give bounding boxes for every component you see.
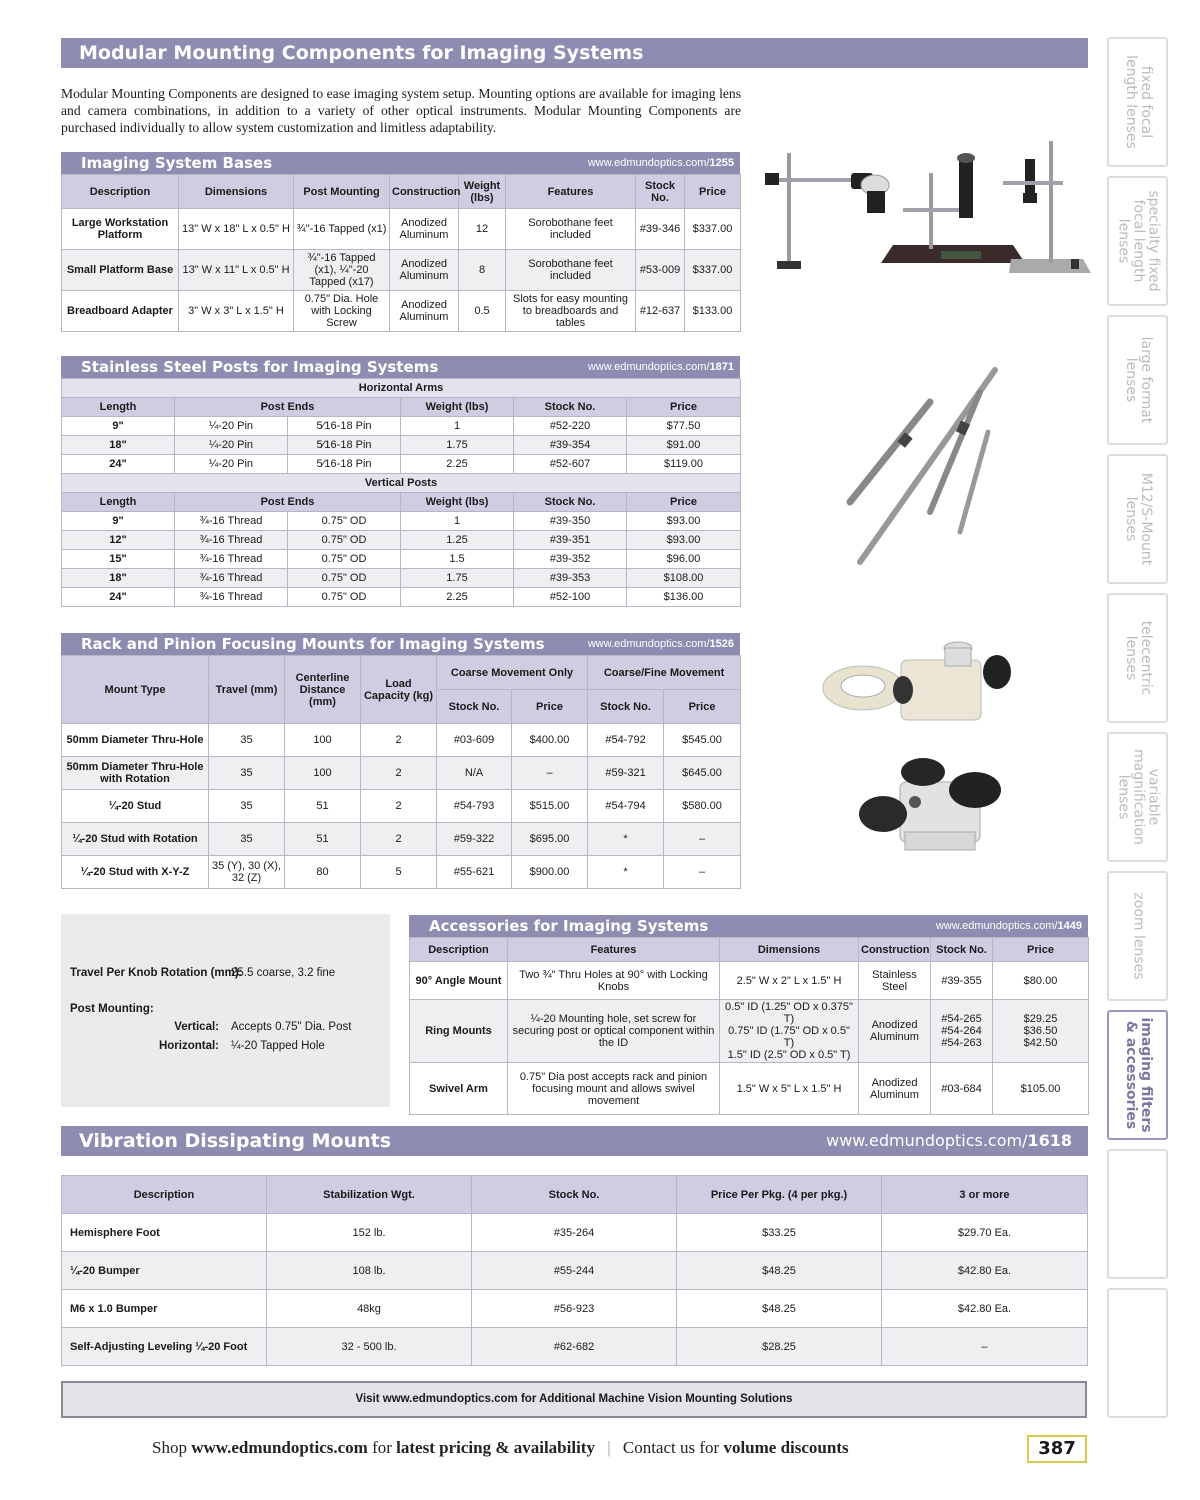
table-cell: ¼-20 Stud with Rotation	[62, 823, 209, 856]
column-header: Dimensions	[179, 175, 294, 209]
sidebar-tab[interactable]	[1107, 1288, 1168, 1418]
rack-specs-box	[61, 914, 390, 1107]
rack-header	[61, 633, 740, 655]
column-header: Stock No.	[931, 938, 993, 962]
table-cell: $42.80 Ea.	[882, 1290, 1088, 1328]
rack-url[interactable]: www.edmundoptics.com/1526	[587, 638, 734, 650]
table-cell: #59-322	[437, 823, 512, 856]
table-cell: 15"	[62, 550, 175, 569]
column-header: Stabilization Wgt.	[267, 1176, 472, 1214]
table-cell: $93.00	[627, 531, 741, 550]
rack-table	[61, 655, 741, 889]
sidebar-tab-label: M12/S-Mount lenses	[1122, 472, 1154, 566]
table-cell: #12-637	[636, 291, 685, 332]
table-cell: Ring Mounts	[410, 1000, 508, 1063]
table-cell: $337.00	[685, 250, 741, 291]
column-header: Construction	[859, 938, 931, 962]
footer-text: Shop www.edmundoptics.com for latest pricing & availability | Contact us for volume discounts	[152, 1438, 849, 1457]
table-row	[62, 588, 741, 607]
rack-pinion-mount-photo	[815, 630, 1025, 730]
column-header: Price	[512, 690, 588, 724]
sidebar-tab-label: large format lenses	[1122, 336, 1154, 424]
column-header: Construction	[390, 175, 459, 209]
column-header: Load Capacity (kg)	[361, 656, 437, 724]
table-cell: –	[664, 856, 741, 889]
table-cell: #52-100	[514, 588, 627, 607]
section-header: Vertical Posts	[62, 474, 741, 493]
table-row	[62, 436, 741, 455]
table-cell: $337.00	[685, 209, 741, 250]
table-cell: –	[512, 757, 588, 790]
table-cell: #59-321	[588, 757, 664, 790]
column-header: Length	[62, 493, 175, 512]
table-cell: $900.00	[512, 856, 588, 889]
table-cell: 51	[285, 823, 361, 856]
table-cell: 5	[361, 856, 437, 889]
table-cell: 2	[361, 790, 437, 823]
vibration-banner	[61, 1126, 1088, 1156]
table-row	[62, 1214, 1088, 1252]
table-cell: 2.25	[401, 588, 514, 607]
table-cell: ¼-20 Pin	[175, 417, 288, 436]
table-cell: 2	[361, 757, 437, 790]
sidebar-tab[interactable]	[1107, 176, 1168, 306]
page-title: Modular Mounting Components for Imaging Systems	[79, 42, 644, 64]
table-cell: ¼-20 Bumper	[62, 1252, 267, 1290]
table-row	[62, 1328, 1088, 1366]
table-cell: 108 lb.	[267, 1252, 472, 1290]
table-row	[62, 724, 741, 757]
table-cell: #39-353	[514, 569, 627, 588]
table-cell: 51	[285, 790, 361, 823]
table-cell: 35	[209, 823, 285, 856]
table-cell: 1.75	[401, 436, 514, 455]
column-header: Length	[62, 398, 175, 417]
sidebar-tab-label: variable magnification lenses	[1115, 749, 1161, 845]
page-number: 387	[1027, 1435, 1087, 1463]
table-row	[62, 856, 741, 889]
table-cell: $136.00	[627, 588, 741, 607]
table-cell: $93.00	[627, 512, 741, 531]
table-cell: $545.00	[664, 724, 741, 757]
table-row	[410, 1000, 1089, 1063]
page-title-banner	[61, 38, 1088, 68]
vibration-title: Vibration Dissipating Mounts	[79, 1130, 392, 1152]
posts-title: Stainless Steel Posts for Imaging Systems	[81, 358, 439, 376]
table-cell: 5⁄16-18 Pin	[288, 417, 401, 436]
table-cell: $645.00	[664, 757, 741, 790]
table-cell: 13" W x 18" L x 0.5" H	[179, 209, 294, 250]
section-header: Horizontal Arms	[62, 379, 741, 398]
vertical-label: Vertical:	[174, 1021, 219, 1033]
table-cell: 2	[361, 724, 437, 757]
table-row	[62, 417, 741, 436]
table-cell: #03-609	[437, 724, 512, 757]
column-header: Centerline Distance (mm)	[285, 656, 361, 724]
column-header: Price	[685, 175, 741, 209]
column-header: Post Ends	[175, 493, 401, 512]
table-row	[62, 1252, 1088, 1290]
table-cell: 100	[285, 757, 361, 790]
table-cell: Two ¾" Thru Holes at 90° with Locking Knobs	[508, 962, 720, 1000]
table-cell: Self-Adjusting Leveling ¼-20 Foot	[62, 1328, 267, 1366]
table-cell: $96.00	[627, 550, 741, 569]
table-cell: 50mm Diameter Thru-Hole	[62, 724, 209, 757]
table-cell: ¼-20 Pin	[175, 455, 288, 474]
table-cell: ¼-20 Stud with X-Y-Z	[62, 856, 209, 889]
table-cell: #39-346	[636, 209, 685, 250]
table-cell: Hemisphere Foot	[62, 1214, 267, 1252]
table-cell: $400.00	[512, 724, 588, 757]
table-cell: 0.75" OD	[288, 512, 401, 531]
table-cell: ¾-16 Thread	[175, 569, 288, 588]
table-cell: 9"	[62, 417, 175, 436]
column-header: Features	[508, 938, 720, 962]
table-cell: $580.00	[664, 790, 741, 823]
table-cell: ¾-16 Thread	[175, 588, 288, 607]
table-cell: Anodized Aluminum	[390, 291, 459, 332]
table-cell: $29.70 Ea.	[882, 1214, 1088, 1252]
table-cell: $28.25	[677, 1328, 882, 1366]
table-cell: 32 - 500 lb.	[267, 1328, 472, 1366]
table-cell: M6 x 1.0 Bumper	[62, 1290, 267, 1328]
column-header: Post Mounting	[294, 175, 390, 209]
sidebar-tab[interactable]	[1107, 1010, 1168, 1140]
table-cell: Small Platform Base	[62, 250, 179, 291]
table-cell: 9"	[62, 512, 175, 531]
table-cell: 18"	[62, 436, 175, 455]
footer-site-link[interactable]: www.edmundoptics.com	[191, 1438, 368, 1457]
table-cell: 1.5" W x 5" L x 1.5" H	[720, 1063, 859, 1115]
vibration-table	[61, 1175, 1088, 1366]
sidebar-tab-label: zoom lenses	[1130, 892, 1146, 980]
table-cell: $105.00	[993, 1063, 1089, 1115]
table-cell: 0.75" OD	[288, 569, 401, 588]
sidebar-tab[interactable]	[1107, 1149, 1168, 1279]
table-row	[62, 1290, 1088, 1328]
table-cell: ¾"-16 Tapped (x1)	[294, 209, 390, 250]
column-header: Stock No.	[636, 175, 685, 209]
post-mounting-label: Post Mounting:	[70, 1003, 154, 1015]
column-header: Weight (lbs)	[401, 398, 514, 417]
table-row	[62, 209, 741, 250]
table-cell: *	[588, 856, 664, 889]
table-cell: 18"	[62, 569, 175, 588]
sidebar-tab-label: imaging filters & accessories	[1122, 1017, 1154, 1133]
rack-title: Rack and Pinion Focusing Mounts for Imaging Systems	[81, 635, 545, 653]
table-cell: #54-794	[588, 790, 664, 823]
steel-posts-photo	[840, 362, 1010, 572]
sidebar-tab-label: specialty fixed focal length lenses	[1115, 190, 1161, 292]
table-cell: Anodized Aluminum	[390, 250, 459, 291]
column-header: Price	[627, 493, 741, 512]
posts-header	[61, 356, 740, 378]
table-cell: 35	[209, 724, 285, 757]
table-cell: 35	[209, 757, 285, 790]
table-row	[62, 757, 741, 790]
table-cell: #56-923	[472, 1290, 677, 1328]
table-row	[410, 1063, 1089, 1115]
sidebar-tab[interactable]	[1107, 871, 1168, 1001]
table-cell: #39-351	[514, 531, 627, 550]
table-cell: Anodized Aluminum	[859, 1063, 931, 1115]
table-cell: #62-682	[472, 1328, 677, 1366]
posts-url[interactable]: www.edmundoptics.com/1871	[587, 361, 734, 373]
table-row	[62, 379, 741, 398]
sidebar-tab[interactable]	[1107, 593, 1168, 723]
table-cell: 152 lb.	[267, 1214, 472, 1252]
column-header: Description	[410, 938, 508, 962]
column-header: Stock No.	[588, 690, 664, 724]
posts-table	[61, 378, 741, 607]
table-cell: ¾"-16 Tapped (x1), ¼"-20 Tapped (x17)	[294, 250, 390, 291]
table-cell: $48.25	[677, 1290, 882, 1328]
table-cell: Breadboard Adapter	[62, 291, 179, 332]
accessories-table	[409, 937, 1089, 1115]
table-cell: $77.50	[627, 417, 741, 436]
table-cell: Anodized Aluminum	[859, 1000, 931, 1063]
table-cell: $42.80 Ea.	[882, 1252, 1088, 1290]
column-header: Price	[664, 690, 741, 724]
travel-label: Travel Per Knob Rotation (mm):	[70, 967, 243, 979]
table-row	[62, 656, 741, 690]
table-cell: 12	[459, 209, 506, 250]
vertical-value: Accepts 0.75" Dia. Post	[231, 1021, 352, 1033]
column-header: Stock No.	[514, 493, 627, 512]
table-cell: Stainless Steel	[859, 962, 931, 1000]
table-cell: 0.75" Dia. Hole with Locking Screw	[294, 291, 390, 332]
table-cell: 0.75" OD	[288, 588, 401, 607]
table-cell: ¾-16 Thread	[175, 531, 288, 550]
table-cell: 13" W x 11" L x 0.5" H	[179, 250, 294, 291]
sidebar-tab[interactable]	[1107, 315, 1168, 445]
column-header: Stock No.	[514, 398, 627, 417]
table-cell: 5⁄16-18 Pin	[288, 455, 401, 474]
column-header: Mount Type	[62, 656, 209, 724]
sidebar-tab-label: fixed focal length lenses	[1122, 55, 1154, 149]
table-row	[62, 398, 741, 417]
table-cell: 3" W x 3" L x 1.5" H	[179, 291, 294, 332]
column-header: Weight (lbs)	[401, 493, 514, 512]
column-header: 3 or more	[882, 1176, 1088, 1214]
table-cell: 1.25	[401, 531, 514, 550]
table-cell: 35 (Y), 30 (X), 32 (Z)	[209, 856, 285, 889]
accessories-url[interactable]: www.edmundoptics.com/1449	[935, 920, 1082, 932]
travel-value: 25.5 coarse, 3.2 fine	[231, 967, 336, 979]
table-cell: #52-220	[514, 417, 627, 436]
table-cell: #52-607	[514, 455, 627, 474]
horizontal-value: ¼-20 Tapped Hole	[231, 1040, 325, 1052]
table-cell: 1	[401, 417, 514, 436]
intro-paragraph: Modular Mounting Components are designed to ease imaging system setup. Mounting options are available for imaging lens and camera combinations, in addition to a variety of other optical instruments. Modular Mounting Components are purchased individually to allow system customization and limitless adaptability.	[61, 86, 741, 135]
bases-title: Imaging System Bases	[81, 154, 273, 172]
accessories-header	[409, 915, 1088, 937]
column-header: Coarse Movement Only	[437, 656, 588, 690]
table-cell: Swivel Arm	[410, 1063, 508, 1115]
table-cell: $48.25	[677, 1252, 882, 1290]
table-cell: 24"	[62, 455, 175, 474]
table-cell: 12"	[62, 531, 175, 550]
vibration-url[interactable]: www.edmundoptics.com/1618	[826, 1131, 1072, 1150]
column-header: Features	[506, 175, 636, 209]
sidebar-tab-label: telecentric lenses	[1122, 620, 1154, 696]
table-cell: $91.00	[627, 436, 741, 455]
column-header: Price Per Pkg. (4 per pkg.)	[677, 1176, 882, 1214]
table-cell: 24"	[62, 588, 175, 607]
sidebar-tab[interactable]	[1107, 454, 1168, 584]
table-row	[62, 250, 741, 291]
table-cell: 1	[401, 512, 514, 531]
table-cell: #39-352	[514, 550, 627, 569]
table-cell: 1.5	[401, 550, 514, 569]
column-header: Travel (mm)	[209, 656, 285, 724]
table-cell: $29.25 $36.50 $42.50	[993, 1000, 1089, 1063]
horizontal-label: Horizontal:	[158, 1040, 219, 1052]
table-cell: $515.00	[512, 790, 588, 823]
table-cell: 0.75" OD	[288, 531, 401, 550]
sidebar-tab[interactable]	[1107, 732, 1168, 862]
table-row	[62, 512, 741, 531]
table-row	[410, 962, 1089, 1000]
column-header: Description	[62, 1176, 267, 1214]
table-cell: $133.00	[685, 291, 741, 332]
table-cell: #54-265 #54-264 #54-263	[931, 1000, 993, 1063]
table-cell: #39-354	[514, 436, 627, 455]
table-cell: #54-792	[588, 724, 664, 757]
xyz-mount-photo	[855, 752, 1025, 862]
table-row	[62, 823, 741, 856]
table-cell: 48kg	[267, 1290, 472, 1328]
table-row	[62, 455, 741, 474]
table-cell: 5⁄16-18 Pin	[288, 436, 401, 455]
bases-table	[61, 174, 741, 332]
table-cell: 0.5	[459, 291, 506, 332]
table-cell: 2	[361, 823, 437, 856]
table-cell: 0.5" ID (1.25" OD x 0.375" T) 0.75" ID (1.75" OD x 0.5" T) 1.5" ID (2.5" OD x 0.5" T)	[720, 1000, 859, 1063]
table-row	[62, 550, 741, 569]
column-header: Price	[993, 938, 1089, 962]
table-cell: ¾-16 Thread	[175, 550, 288, 569]
column-header: Description	[62, 175, 179, 209]
table-cell: #35-264	[472, 1214, 677, 1252]
table-cell: #54-793	[437, 790, 512, 823]
table-cell: ¾-16 Thread	[175, 512, 288, 531]
table-cell: ¼-20 Pin	[175, 436, 288, 455]
sidebar-tab[interactable]	[1107, 37, 1168, 167]
table-cell: 50mm Diameter Thru-Hole with Rotation	[62, 757, 209, 790]
table-cell: 1.75	[401, 569, 514, 588]
table-row	[62, 569, 741, 588]
column-header: Dimensions	[720, 938, 859, 962]
table-cell: $695.00	[512, 823, 588, 856]
table-cell: 90° Angle Mount	[410, 962, 508, 1000]
table-cell: Anodized Aluminum	[390, 209, 459, 250]
table-cell: $80.00	[993, 962, 1089, 1000]
table-row	[62, 291, 741, 332]
table-cell: 80	[285, 856, 361, 889]
table-row	[62, 531, 741, 550]
accessories-title: Accessories for Imaging Systems	[429, 917, 709, 935]
table-cell: #39-350	[514, 512, 627, 531]
table-cell: $33.25	[677, 1214, 882, 1252]
column-header: Stock No.	[472, 1176, 677, 1214]
column-header: Coarse/Fine Movement	[588, 656, 741, 690]
table-cell: #55-244	[472, 1252, 677, 1290]
table-cell: ¼-20 Stud	[62, 790, 209, 823]
table-cell: #55-621	[437, 856, 512, 889]
column-header: Post Ends	[175, 398, 401, 417]
table-cell: Sorobothane feet included	[506, 209, 636, 250]
table-cell: –	[664, 823, 741, 856]
table-cell: 0.75" OD	[288, 550, 401, 569]
table-cell: –	[882, 1328, 1088, 1366]
table-cell: 2.5" W x 2" L x 1.5" H	[720, 962, 859, 1000]
table-cell: #53-009	[636, 250, 685, 291]
table-cell: *	[588, 823, 664, 856]
table-cell: #03-684	[931, 1063, 993, 1115]
table-cell: 2.25	[401, 455, 514, 474]
table-cell: 8	[459, 250, 506, 291]
visit-note[interactable]: Visit www.edmundoptics.com for Additional Machine Vision Mounting Solutions	[61, 1381, 1087, 1418]
table-cell: Slots for easy mounting to breadboards and tables	[506, 291, 636, 332]
table-cell: Large Workstation Platform	[62, 209, 179, 250]
table-cell: Sorobothane feet included	[506, 250, 636, 291]
table-row	[62, 790, 741, 823]
table-cell: $108.00	[627, 569, 741, 588]
column-header: Price	[627, 398, 741, 417]
imaging-stand-photo	[763, 133, 1093, 283]
bases-header	[61, 152, 740, 174]
table-cell: $119.00	[627, 455, 741, 474]
table-row	[62, 474, 741, 493]
column-header: Weight (lbs)	[459, 175, 506, 209]
table-cell: 35	[209, 790, 285, 823]
table-row	[62, 493, 741, 512]
table-cell: 0.75" Dia post accepts rack and pinion focusing mount and allows swivel movement	[508, 1063, 720, 1115]
column-header: Stock No.	[437, 690, 512, 724]
bases-url[interactable]: www.edmundoptics.com/1255	[587, 157, 734, 169]
table-cell: N/A	[437, 757, 512, 790]
table-cell: ¼-20 Mounting hole, set screw for securing post or optical component within the ID	[508, 1000, 720, 1063]
table-cell: #39-355	[931, 962, 993, 1000]
table-cell: 100	[285, 724, 361, 757]
